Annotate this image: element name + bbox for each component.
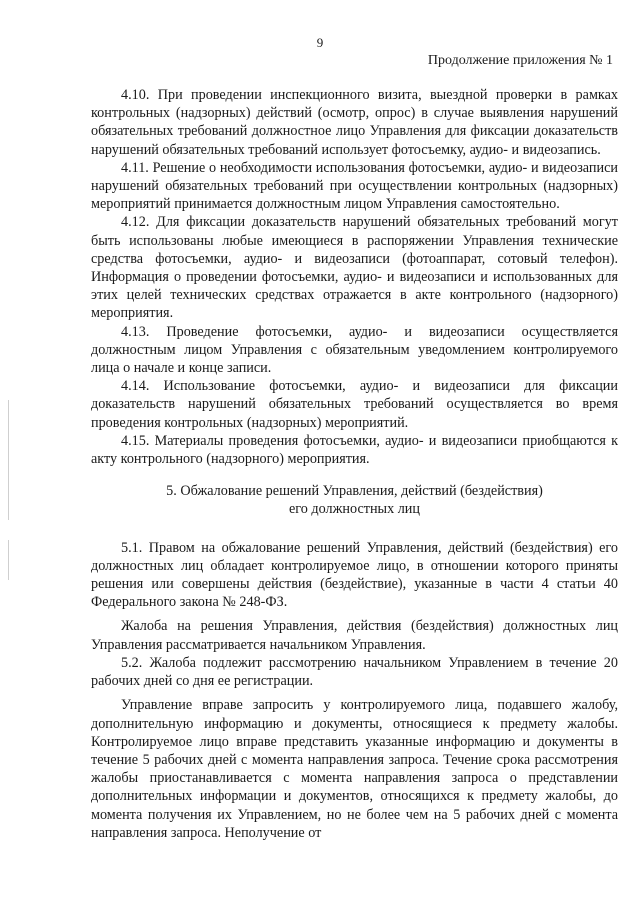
scan-edge-mark xyxy=(8,540,9,580)
paragraph-4-15: 4.15. Материалы проведения фотосъемки, аудио- и видеозаписи приобщаются к акту контрольного (надзорного) мероприятия. xyxy=(91,432,618,468)
section-heading xyxy=(91,482,618,518)
paragraph-complaint: Жалоба на решения Управления, действия (бездействия) должностных лиц Управления рассматривается начальником Управления. xyxy=(91,618,618,653)
paragraph-4-10: 4.10. При проведении инспекционного визита, выездной проверки в рамках контрольных (надзорных) действий (осмотр, опрос) в случае выявления нарушений обязательных требований должностное лицо Управления для фиксации доказательств нарушений обязательных требований использует фотосъемку, аудио- и видеозапись. xyxy=(91,87,618,158)
section-heading-line-1: 5. Обжалование решений Управления, действий (бездействия) xyxy=(166,483,543,500)
paragraph-4-11: 4.11. Решение о необходимости использования фотосъемки, аудио- и видеозаписи нарушений обязательных требований при осуществлении контрольных (надзорных) мероприятий принимается должностным лицом Управления самостоятельно. xyxy=(91,159,618,213)
page-number: 9 xyxy=(316,35,324,50)
paragraph-5-2: 5.2. Жалоба подлежит рассмотрению начальником Управлением в течение 20 рабочих дней со дня ее регистрации. xyxy=(91,654,618,690)
scan-edge-mark xyxy=(8,400,9,520)
paragraph-4-14: 4.14. Использование фотосъемки, аудио- и видеозаписи для фиксации доказательств нарушений обязательных требований осуществляется во время проведения контрольных (надзорных) мероприятий. xyxy=(91,378,618,431)
appendix-note: Продолжение приложения № 1 xyxy=(427,53,613,68)
section-heading-line-2: его должностных лиц xyxy=(289,501,420,518)
paragraph-request-info: Управление вправе запросить у контролируемого лица, подавшего жалобу, дополнительную информацию и документы, относящиеся к предмету жалобы. Контролируемое лицо вправе представить указанные информацию и документы в течение 5 рабочих дней с момента направления запроса. Течение срока рассмотрения жалобы приостанавливается с момента направления запроса о представлении дополнительных информации и документов, относящихся к предмету жалобы, до момента получения их Управлением, но не более чем на 5 рабочих дней с момента направления запроса. Неполучение от xyxy=(91,697,618,841)
paragraph-4-13: 4.13. Проведение фотосъемки, аудио- и видеозаписи осуществляется должностным лицом Управления с обязательным уведомлением контролируемого лица о начале и конце записи. xyxy=(91,323,618,377)
document-body xyxy=(91,86,618,842)
paragraph-4-12: 4.12. Для фиксации доказательств нарушений обязательных требований могут быть использованы любые имеющиеся в распоряжении Управления технические средства фотосъемки, аудио- и видеозаписи (фотоаппарат, сотовый телефон). Информация о проведении фотосъемки, аудио- и видеозаписи и использованных для этих целей технических средствах отражается в акте контрольного (надзорного) мероприятия. xyxy=(91,214,618,322)
paragraph-5-1: 5.1. Правом на обжалование решений Управления, действий (бездействия) его должностных лиц обладает контролируемое лицо, в отношении которого приняты решения или совершены действия (бездействие), указанные в части 4 статьи 40 Федерального закона № 248-ФЗ. xyxy=(91,539,618,611)
